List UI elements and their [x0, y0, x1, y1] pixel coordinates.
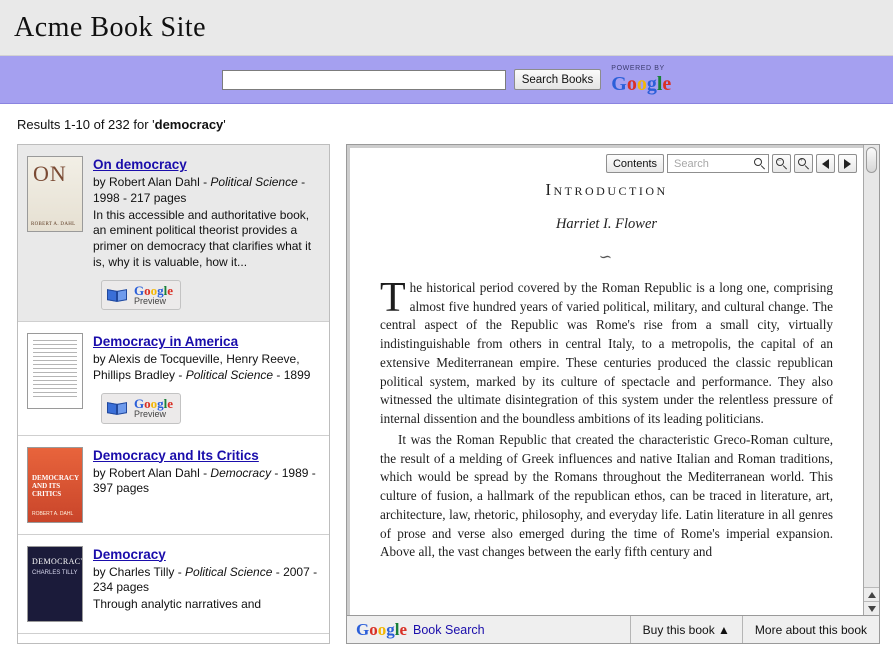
book-title-link[interactable]: Democracy — [93, 546, 166, 562]
search-bar — [0, 56, 893, 104]
book-thumbnail[interactable] — [27, 447, 83, 523]
book-title-link[interactable]: Democracy and Its Critics — [93, 447, 259, 463]
search-books-button[interactable]: Search Books — [514, 69, 602, 90]
byline-authors: by Charles Tilly - — [93, 564, 186, 579]
viewer-search-box[interactable] — [667, 154, 769, 173]
paragraph-text: he historical period covered by the Roman Republic is a long one, comprising almost five hundred years of varied political, military, and cultural change. The central aspect of the Republic was Rome's rise from a small city, virtually indistinguishable from others in central Italy, to a metropolis, the capital of an extensive Mediterranean empire. These centuries produced the classic republican political system, marked by its culture of spectacle and performance. They also witnessed the ultimate disintegration of this system under the relentless pressure of internal dissention and the boundless ambitions of its leading politicians. — [380, 280, 833, 427]
byline-subject: Political Science — [185, 368, 274, 383]
book-byline — [93, 466, 319, 498]
book-byline — [93, 175, 319, 207]
book-cover-image — [27, 546, 83, 622]
viewer-scrollbar[interactable] — [863, 145, 879, 615]
viewer-footer — [347, 615, 879, 643]
google-logo: Google — [134, 282, 174, 298]
book-thumbnail[interactable] — [27, 156, 83, 310]
book-byline — [93, 352, 319, 384]
book-snippet: In this accessible and authoritative book, an eminent political theorist provides a primer on democracy that clarifies what it is, why it is valuable, how it... — [93, 207, 312, 270]
book-cover-image — [27, 333, 83, 409]
book-title-link[interactable]: Democracy in America — [93, 334, 239, 350]
list-item[interactable] — [18, 535, 329, 634]
content-area — [0, 144, 893, 644]
more-about-this-book-button[interactable]: More about this book — [742, 616, 879, 643]
book-thumbnail[interactable] — [27, 546, 83, 622]
page-title: Acme Book Site — [14, 11, 207, 43]
previous-page-icon[interactable] — [816, 154, 835, 173]
result-meta — [93, 447, 319, 523]
book-byline — [93, 565, 319, 597]
scrollbar-thumb[interactable] — [866, 147, 877, 173]
chapter-title: Introduction — [545, 180, 668, 199]
byline-subject: Political Science — [185, 564, 273, 579]
byline-subject: Political Science — [210, 175, 298, 189]
byline-authors: by Robert Alan Dahl - — [93, 465, 211, 480]
drop-cap: T — [380, 275, 406, 321]
body-paragraph — [380, 275, 833, 429]
result-meta — [93, 546, 319, 622]
search-icon[interactable] — [754, 158, 766, 170]
preview-label: Preview — [134, 409, 167, 420]
zoom-out-icon[interactable]: − — [772, 154, 791, 173]
ornament-icon: ∽ — [598, 249, 615, 266]
google-logo: Google — [356, 620, 408, 639]
book-cover-image — [27, 156, 83, 232]
results-summary — [0, 104, 893, 144]
powered-by-google — [611, 65, 671, 94]
byline-authors: by Robert Alan Dahl - — [93, 175, 211, 189]
byline-details: - 1899 — [273, 368, 311, 383]
result-meta — [93, 156, 319, 310]
book-icon — [107, 288, 129, 303]
results-summary-prefix: Results 1-10 of 232 for ' — [17, 117, 155, 132]
viewer-search-input[interactable] — [672, 157, 754, 171]
contents-button[interactable]: Contents — [606, 154, 664, 173]
chapter-author: Harriet I. Flower — [555, 216, 658, 232]
results-list[interactable] — [17, 144, 330, 644]
scroll-up-arrow-icon[interactable] — [864, 587, 879, 601]
search-input[interactable] — [222, 70, 506, 90]
book-viewer — [346, 144, 880, 644]
powered-by-label: POWERED BY — [611, 65, 665, 72]
book-title-link[interactable]: On democracy — [93, 157, 187, 172]
book-snippet: Through analytic narratives and — [93, 597, 262, 612]
list-item[interactable] — [18, 436, 329, 535]
site-header — [0, 0, 893, 56]
preview-text — [134, 284, 173, 306]
google-preview-button[interactable] — [101, 280, 181, 310]
scrollbar-track[interactable] — [864, 173, 879, 587]
byline-details: - 1989 - 397 pages — [93, 465, 316, 496]
preview-label: Preview — [134, 295, 167, 306]
book-thumbnail[interactable] — [27, 333, 83, 423]
book-search-brand[interactable] — [347, 621, 630, 638]
viewer-toolbar — [606, 154, 857, 173]
list-item[interactable] — [18, 145, 329, 322]
book-page — [350, 148, 863, 615]
results-summary-suffix: ' — [223, 117, 226, 132]
preview-text — [134, 397, 173, 419]
book-cover-image — [27, 447, 83, 523]
google-preview-button[interactable] — [101, 393, 181, 423]
viewer-body — [347, 145, 879, 615]
byline-authors: by Alexis de Tocqueville, Henry Reeve, Phillips Bradley - — [93, 352, 300, 383]
google-logo: Google — [611, 73, 672, 95]
book-search-label[interactable]: Book Search — [413, 622, 485, 637]
byline-details: - 2007 - 234 pages — [93, 564, 318, 595]
buy-this-book-button[interactable]: Buy this book ▲ — [630, 616, 742, 643]
zoom-in-icon[interactable]: + — [794, 154, 813, 173]
result-meta — [93, 333, 319, 423]
book-icon — [107, 401, 129, 416]
google-logo: Google — [134, 396, 174, 412]
scroll-down-arrow-icon[interactable] — [864, 601, 879, 615]
list-item[interactable] — [18, 322, 329, 435]
byline-details: - 1998 - 217 pages — [93, 175, 306, 205]
byline-subject: Democracy — [210, 465, 272, 480]
next-page-icon[interactable] — [838, 154, 857, 173]
results-summary-query: democracy — [154, 117, 224, 132]
body-paragraph: It was the Roman Republic that created the characteristic Greco-Roman culture, the result of a melding of Greek influences and native Italian and Roman traditions, which would be spread by the Romans throughout the Mediterranean world. This culture of fusion, a hallmark of the republican ethos, can be traced in literature, art, architecture, law, rhetoric, philosophy, and everyday life. Latin literature in all genres of prose and verse also emerged during the time of Rome's imperial expansion. Above all, the vast changes between the early fifth century and — [380, 431, 833, 560]
